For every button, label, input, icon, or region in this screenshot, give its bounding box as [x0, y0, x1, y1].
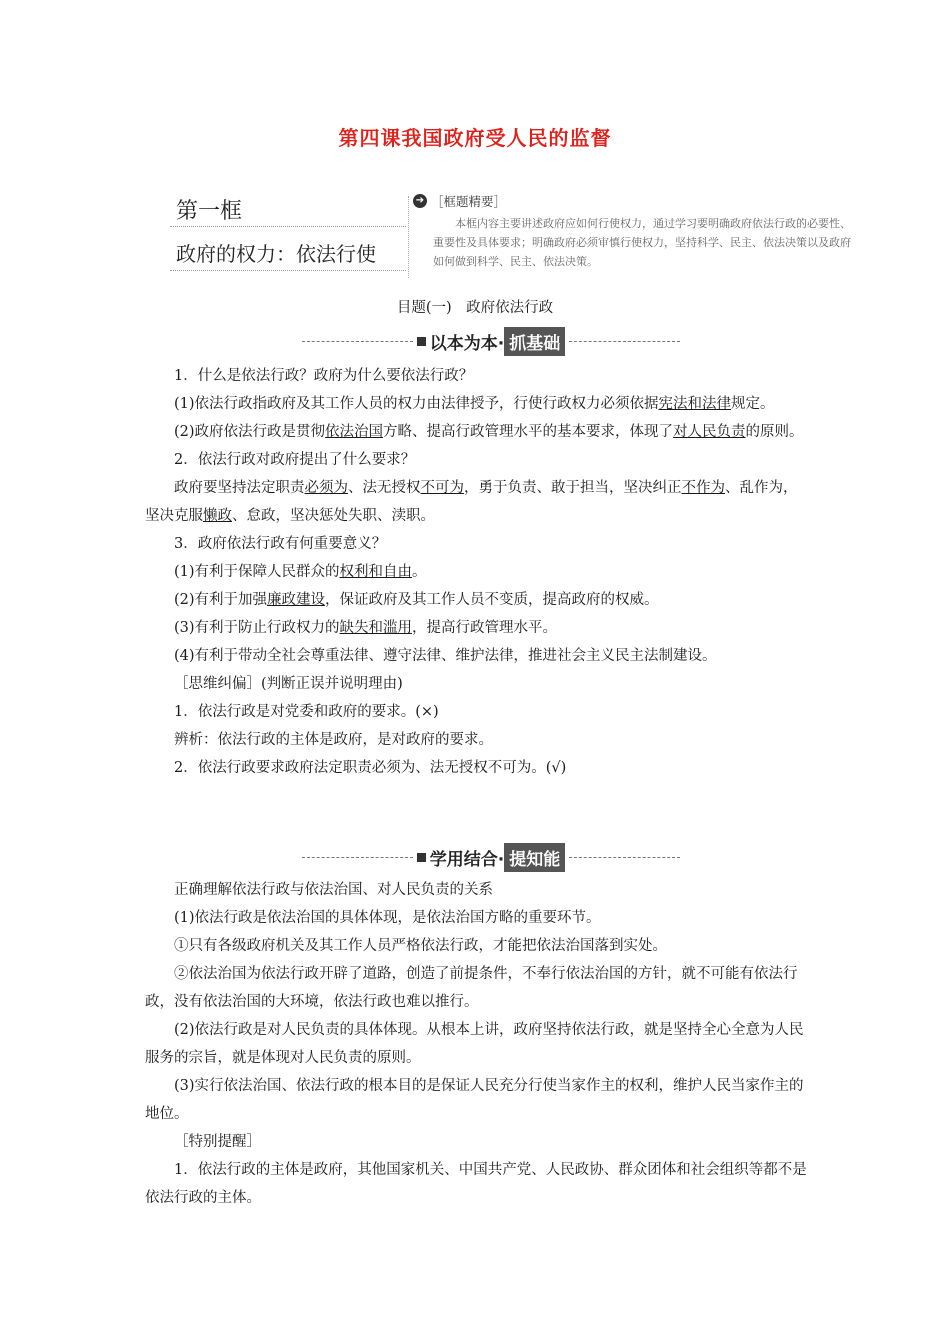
banner-label: 以本为本· — [429, 333, 505, 354]
answer-3b: (2)有利于加强廉政建设，保证政府及其工作人员不变质，提高政府的权威。 — [174, 592, 659, 608]
answer-2: 政府要坚持法定职责必须为、法无授权不可为，勇于负责、敢于担当，坚决纠正不作为、乱作为，坚决克服懒政、怠政，坚决惩处失职、渎职。 — [145, 480, 798, 524]
special-note-heading: ［特别提醒］ — [174, 1134, 261, 1150]
paragraph: (1)依法行政是依法治国的具体体现，是依法治国方略的重要环节。 — [174, 910, 601, 926]
lesson-title: 第四课我国政府受人民的监督 — [338, 126, 612, 150]
topic-heading: 目题(一) 政府依法行政 — [396, 300, 554, 316]
answer-3d: (4)有利于带动全社会尊重法律、遵守法律、维护法律，推进社会主义民主法制建设。 — [174, 648, 717, 664]
frame-divider — [170, 226, 406, 227]
paragraph-heading: 正确理解依法行政与依法治国、对人民负责的关系 — [174, 882, 493, 898]
paragraph: (2)依法行政是对人民负责的具体体现。从根本上讲，政府坚持依法行政，就是坚持全心全意为人民服务的宗旨，就是体现对人民负责的原则。 — [145, 1022, 804, 1066]
frame-box — [170, 188, 410, 274]
section-application — [145, 876, 809, 1212]
summary-text: 本框内容主要讲述政府应如何行使权力，通过学习要明确政府依法行政的必要性、重要性及具体要求；明确政府必须审慎行使权力，坚持科学、民主、依法决策以及政府如何做到科学、民主、依法决策。 — [433, 217, 851, 268]
summary-heading: ［框题精要］ — [431, 194, 507, 209]
judge-1-analysis: 辨析：依法行政的主体是政府，是对政府的要求。 — [174, 732, 493, 748]
judge-1: 1．依法行政是对党委和政府的要求。(×) — [174, 704, 439, 720]
paragraph: ①只有各级政府机关及其工作人员严格依法行政，才能把依法治国落到实处。 — [174, 938, 667, 954]
answer-1a: (1)依法行政指政府及其工作人员的权力由法律授予，行使行政权力必须依据宪法和法律规定。 — [174, 396, 775, 412]
question-1: 1．什么是依法行政？政府为什么要依法行政？ — [174, 368, 474, 384]
frame-divider-bottom — [170, 270, 406, 271]
section-basics — [145, 362, 809, 782]
frame-name: 政府的权力：依法行使 — [176, 242, 376, 266]
paragraph: (3)实行依法治国、依法行政的根本目的是保证人民充分行使当家作主的权利，维护人民当家作主的地位。 — [145, 1078, 804, 1122]
square-bullet-icon — [417, 337, 426, 346]
answer-1b: (2)政府依法行政是贯彻依法治国方略、提高行政管理水平的基本要求，体现了对人民负责的原则。 — [174, 424, 804, 440]
question-2: 2．依法行政对政府提出了什么要求？ — [174, 452, 416, 468]
banner-label: 学用结合· — [429, 849, 505, 870]
answer-3a: (1)有利于保障人民群众的权利和自由。 — [174, 564, 427, 580]
think-heading: ［思维纠偏］(判断正误并说明理由) — [174, 676, 403, 692]
frame-separator — [408, 196, 409, 278]
banner-basics — [302, 326, 680, 356]
question-3: 3．政府依法行政有何重要意义？ — [174, 536, 387, 552]
frame-number: 第一框 — [176, 199, 243, 224]
paragraph: ②依法治国为依法行政开辟了道路，创造了前提条件，不奉行依法治国的方针，就不可能有依法行政，没有依法治国的大环境，依法行政也难以推行。 — [145, 966, 798, 1010]
paragraph: 1．依法行政的主体是政府，其他国家机关、中国共产党、人民政协、群众团体和社会组织等都不是依法行政的主体。 — [145, 1162, 807, 1206]
banner-application — [302, 842, 680, 872]
square-bullet-icon — [417, 853, 426, 862]
banner-tag: 抓基础 — [504, 327, 565, 356]
judge-2: 2．依法行政要求政府法定职责必须为、法无授权不可为。(√) — [174, 760, 567, 776]
answer-3c: (3)有利于防止行政权力的缺失和滥用，提高行政管理水平。 — [174, 620, 558, 636]
frame-summary — [413, 192, 853, 271]
arrow-right-icon: ➔ — [413, 194, 427, 208]
banner-tag: 提知能 — [504, 843, 565, 872]
